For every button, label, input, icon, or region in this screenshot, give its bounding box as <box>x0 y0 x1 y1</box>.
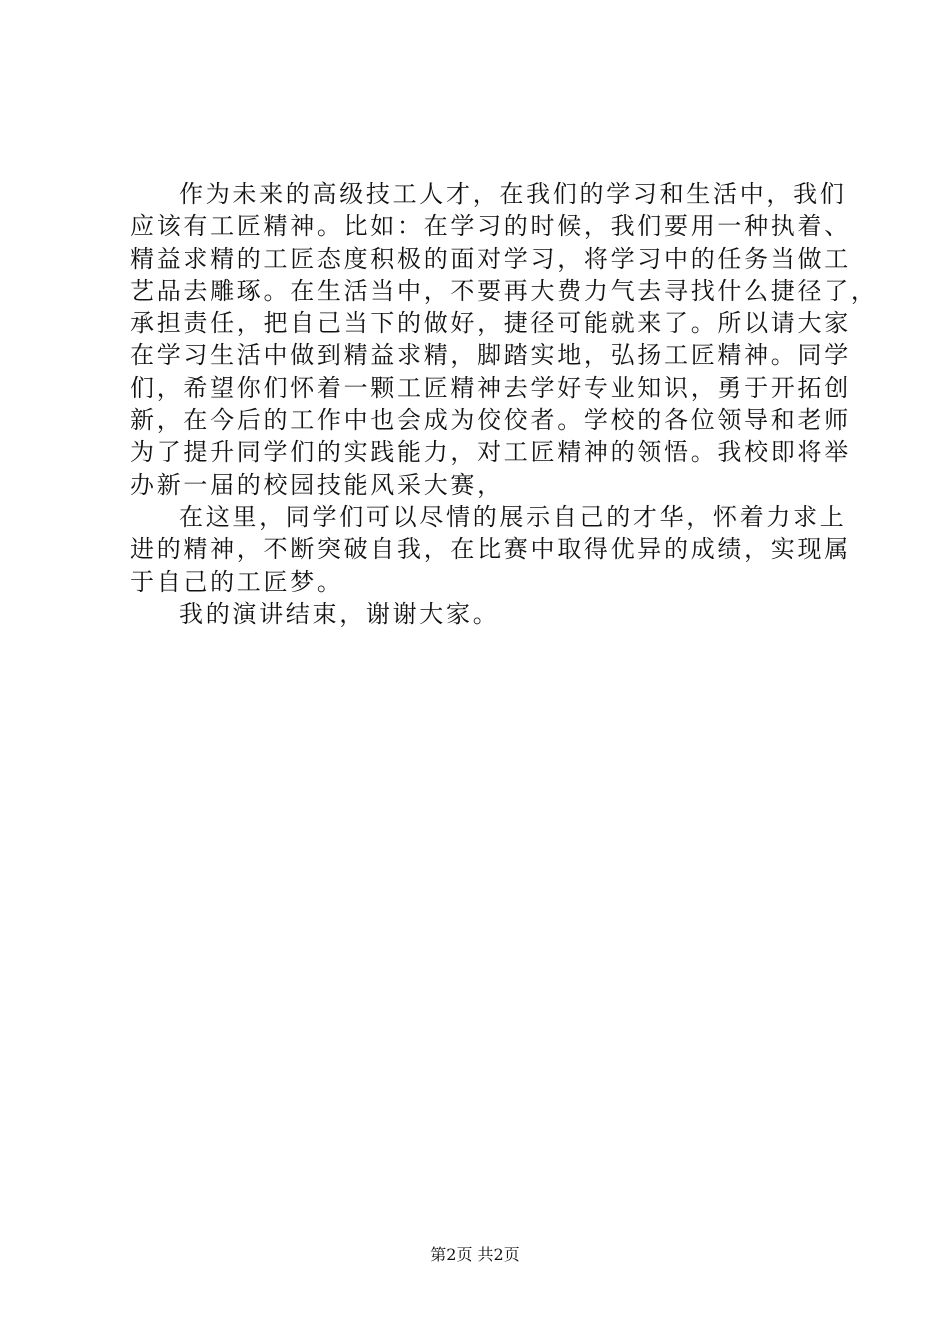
document-body <box>130 178 878 630</box>
text-line: 应该有工匠精神。比如：在学习的时候，我们要用一种执着、 <box>130 212 851 241</box>
text-line: 办新一届的校园技能风采大赛， <box>130 470 504 499</box>
text-line: 于自己的工匠梦。 <box>130 567 344 596</box>
text-line: 在这里，同学们可以尽情的展示自己的才华，怀着力求上 <box>179 502 847 531</box>
paragraph-2 <box>130 501 851 598</box>
paragraph-3 <box>130 598 830 630</box>
page-footer: 第2页 共2页 <box>430 1245 520 1264</box>
paragraph-1 <box>130 178 878 501</box>
text-line: 我的演讲结束，谢谢大家。 <box>179 599 500 628</box>
text-line: 作为未来的高级技工人才，在我们的学习和生活中，我们 <box>179 180 847 208</box>
text-line: 在学习生活中做到精益求精，脚踏实地，弘扬工匠精神。同学 <box>130 341 851 370</box>
text-line: 进的精神，不断突破自我，在比赛中取得优异的成绩，实现属 <box>130 535 851 564</box>
text-line: 新，在今后的工作中也会成为佼佼者。学校的各位领导和老师 <box>130 406 851 435</box>
text-line: 精益求精的工匠态度积极的面对学习，将学习中的任务当做工 <box>130 244 851 273</box>
text-line: 们，希望你们怀着一颗工匠精神去学好专业知识，勇于开拓创 <box>130 373 851 402</box>
text-line: 承担责任，把自己当下的做好，捷径可能就来了。所以请大家 <box>130 309 851 338</box>
text-line: 艺品去雕琢。在生活当中，不要再大费力气去寻找什么捷径了， <box>130 276 878 305</box>
text-line: 为了提升同学们的实践能力，对工匠精神的领悟。我校即将举 <box>130 438 851 467</box>
